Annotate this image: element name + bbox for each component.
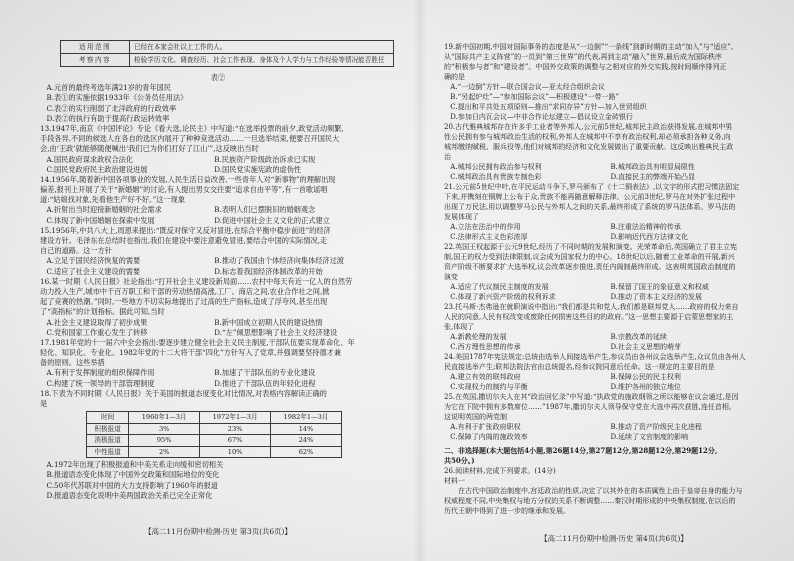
option-row bbox=[40, 267, 396, 277]
answer-option: A.新教伦理的发展 bbox=[450, 333, 507, 341]
data-table-cell: 3% bbox=[129, 423, 200, 435]
option-row bbox=[444, 92, 784, 102]
question-text-line: 偏差,报刊上开展了关于“新婚姻”的讨论,有人提出男女交往要“追求自由平等”,有一首歌谣唱 bbox=[40, 185, 328, 195]
option-row bbox=[40, 93, 396, 103]
question-text-line: 21.公元前5世纪中叶,在平民运动斗争下,罗马颁布了《十二铜表法》,以文字的形式把习惯法固定 bbox=[444, 183, 740, 191]
answer-option: C.50年代苏联对中国的大力支持影响了1960年的报道 bbox=[46, 480, 218, 490]
question-text-line: 自己的道路。这一方针 bbox=[40, 246, 112, 256]
option-row bbox=[40, 165, 396, 175]
option-row bbox=[444, 332, 784, 342]
answer-option: D.标志着我国经济体制改革的开始 bbox=[214, 266, 323, 276]
answer-option: B.推动了资产阶级民主化进程 bbox=[610, 423, 702, 431]
question-21 bbox=[444, 182, 784, 242]
question-text-line: 发展体现了 bbox=[444, 213, 479, 221]
question-text-line: 城邦缴纳赋税、服兵役等,他们对城邦的经济和文化发展做出了重要贡献。这反映出雅典民主政 bbox=[444, 143, 734, 151]
answer-option: C.构建了统一领导的干部管理制度 bbox=[46, 378, 155, 388]
page-footer-right: 【高二11月份期中检测·历史 第4页(共6页)】 bbox=[540, 534, 688, 543]
answer-option: A.元首的最终考选年满21岁的青年国民 bbox=[46, 83, 171, 93]
question-26 bbox=[444, 466, 784, 516]
option-row bbox=[444, 222, 784, 232]
question-text-line: 了“高指标”的计划指标。据此可知,当时 bbox=[40, 307, 165, 317]
question-text-line: 26.阅读材料,完成下列要求。(14分) bbox=[444, 467, 556, 475]
option-row bbox=[40, 205, 396, 215]
option-row bbox=[444, 282, 784, 292]
option-row bbox=[40, 328, 396, 338]
question-text-line: 民直接选举产生;联邦法院法官由总统提名,经参议院同意后任命。这一规定的主要目的是 bbox=[444, 363, 715, 371]
answer-option: A.有利于发挥制度的组织保障作用 bbox=[46, 368, 155, 378]
answer-option: D.促进中国社会主义文化的正式建立 bbox=[214, 215, 330, 225]
answer-option: D.社会主义思想的萌芽 bbox=[610, 343, 682, 351]
answer-option: A.城邦公民拥有政治参与权利 bbox=[450, 163, 542, 171]
data-table-cell: 14% bbox=[271, 423, 342, 435]
answer-option: B.新中国成立初期人民的建设热情 bbox=[214, 317, 323, 327]
option-row bbox=[444, 232, 784, 242]
answer-option: D.延续了文官制度的影响 bbox=[610, 433, 689, 441]
question-text-line: 轻化、知识化、专业化。1982年党的十二大将干部“四化”方针写入了党章,并强调要坚持德才兼 bbox=[40, 348, 342, 358]
answer-option: C.体现了新兴资产阶级的权利诉求 bbox=[450, 293, 556, 301]
right-questions bbox=[444, 42, 784, 516]
option-row bbox=[40, 256, 396, 266]
question-text-line: 14.1956年,随着新中国各项事业的发展,人民生活日益改善,一些青年人对“新事物”的理解出现 bbox=[40, 174, 336, 184]
answer-option: C.西方理性思想的传承 bbox=[450, 343, 521, 351]
option-row bbox=[40, 114, 396, 124]
option-row bbox=[40, 491, 396, 501]
question-text-line: 在古代中国政治制度中,宫廷政治的性质,决定了以其外在的本质属性上由于皇帝自身的能力与 bbox=[444, 487, 743, 495]
answer-option: D.参加日内瓦会议—中非合作论坛建立—倡议设立金砖银行 bbox=[450, 113, 633, 121]
answer-option: B.宗教改革的延续 bbox=[610, 333, 667, 341]
page-footer-left: 【高二11月份期中检测·历史 第3页(共6页)】 bbox=[144, 527, 292, 536]
question-text-line: 20.古代雅典城邦存在许多手工业者等外邦人,公元前5世纪,城邦民主政治获得发展,在城邦中男 bbox=[444, 123, 733, 131]
question-text-line: 制,国王的权力受到法律限制,议会成为国家权力的中心。18世纪以后,随着工业革命的开展,新兴 bbox=[444, 253, 735, 261]
qualification-label: 适用范围 bbox=[61, 41, 130, 54]
data-table-cell: 积极报道 bbox=[87, 423, 129, 435]
data-table-row bbox=[87, 435, 342, 447]
question-15 bbox=[40, 226, 396, 277]
right-page bbox=[444, 42, 784, 530]
question-19 bbox=[444, 42, 784, 122]
answer-option: B.保留了国王的象征意义和权威 bbox=[610, 283, 709, 291]
question-text-line: 道:“姑娘找对象,先看他生产好不好。”这一现象 bbox=[40, 195, 186, 205]
option-row bbox=[40, 216, 396, 226]
question-text-line: 17.1981年党的十一届六中全会指出:要逐步建立健全社会主义民主制度,干部队伍要实现革命化、年 bbox=[40, 337, 355, 347]
option-row bbox=[444, 82, 784, 92]
answer-option: D.报道语态变化说明中美两国政治关系已完全正常化 bbox=[46, 490, 213, 500]
option-row bbox=[444, 382, 784, 392]
answer-option: B.报道语态变化体现了中国外交政策和国际地位的变化 bbox=[46, 470, 220, 480]
question-25 bbox=[444, 392, 784, 442]
question-text-line: 动力投入生产,城市中千百万职工和干部的劳动热情高涨,工厂、商店之间,农业合作社之间,掀 bbox=[40, 286, 330, 296]
qualification-value: 检验学历文化、调查经历、社会工作表现、身体及个人学力与工作经验等情况能否胜任 bbox=[130, 54, 394, 67]
question-text-line: 23.托马斯·杰弗逊在就职演说中指出:“我们都是共和党人,我们都是联邦党人……政府的权力来自 bbox=[444, 303, 739, 311]
answer-option: A.立法在法治中的作用 bbox=[450, 223, 521, 231]
question-text-line: 起了竞赛的热潮。”同时,一些地方不切实际地提出了过高的生产指标,造成了浮夸风,甚至出现 bbox=[40, 297, 328, 307]
answer-option: D.表②的执行有助于提高行政运转效率 bbox=[46, 113, 170, 123]
option-row bbox=[40, 104, 396, 114]
data-table-cell: 2% bbox=[129, 446, 200, 458]
left-questions bbox=[40, 83, 396, 501]
question-text-line: 共50分。) bbox=[444, 456, 475, 465]
option-row bbox=[40, 83, 396, 93]
question-text-line: 资产阶级不断要求扩大选举权,议会改革逐步推进,责任内阁制最终形成。这表明英国政治制度的 bbox=[444, 263, 736, 271]
question-text-line: 19.新中国初期,中国对国际事务的态度是从“一边倒”“一条线”到新时期的主动“加入”与“适应”, bbox=[444, 43, 734, 51]
answer-option: B.注重法治精神的传承 bbox=[610, 223, 681, 231]
answer-option: B.民族资产阶级政治诉求已实现 bbox=[214, 154, 316, 164]
question-text-line: 22.英国王权起源于公元9世纪,经历了不同时期的发展和演变。光荣革命后,英国确立了君主立宪 bbox=[444, 243, 738, 251]
question-text-line: 是 bbox=[40, 399, 48, 408]
question-text-line: 人民的同意,人民有权改变或废除任何损害这些目的的政府。”这一思想主要源于启蒙思想家的主 bbox=[444, 313, 734, 321]
option-row bbox=[444, 432, 784, 442]
option-row bbox=[444, 162, 784, 172]
answer-option: C.国民党政府民主政治建设进展 bbox=[46, 164, 148, 174]
question-text-line: 为它在下院中拥有多数席位……”1987年,撒切尔夫人领导保守党在大选中再次获胜,连任首相。 bbox=[444, 403, 736, 411]
answer-option: C.党和国家工作重心发生了转移 bbox=[46, 327, 148, 337]
question-text-line: 出现了万民法,用以调整罗马公民与外邦人之间的关系,最终形成了系统的罗马法体系。罗马法的 bbox=[444, 203, 736, 211]
option-row bbox=[444, 422, 784, 432]
option-row bbox=[444, 292, 784, 302]
question-24 bbox=[444, 352, 784, 392]
data-table-cell: 24% bbox=[271, 435, 342, 447]
question-text-line: 这说明英国的两党制 bbox=[444, 413, 507, 421]
answer-option: C.提出和平共处五项原则—推出“求同存异”方针—加入世贸组织 bbox=[450, 103, 647, 111]
question-text-line: 备的原则。这些举措 bbox=[40, 358, 105, 368]
option-row bbox=[444, 112, 784, 122]
question-text-line: 16.某一时期《人民日报》社论指出:“打开社会主义建设新局面……农村中每天有近一亿人的自然劳 bbox=[40, 276, 353, 286]
left-page bbox=[40, 40, 396, 524]
data-table-cell: 23% bbox=[200, 423, 271, 435]
answer-option: C.法律形式主义色彩浓厚 bbox=[450, 233, 528, 241]
data-table-header-row bbox=[87, 412, 342, 424]
question-text-line: 13.1947年,南京《中国评论》专论《看大选,论民主》中写道:“在选举投票的前夕,政党活动频繁, bbox=[40, 123, 344, 133]
answer-option: D.推进了干部队伍的年轻化进程 bbox=[214, 378, 316, 388]
answer-option: D.推动了资本主义经济的发展 bbox=[610, 293, 703, 301]
option-row bbox=[444, 172, 784, 182]
question-text-line: 从“国际共产主义阵营”的一员到“第三世界”的代表,再到主动“融入”世界,最后成为国际秩序 bbox=[444, 53, 722, 61]
question-text-line: 性公民拥有参与城邦政治生活的权利,外邦人在城邦中不享有政治权利,却必须承担各种义务,向 bbox=[444, 133, 731, 141]
answer-option: B.保障公民的民主权利 bbox=[610, 373, 681, 381]
question-text-line: 历代王朝中得到了进一步的继承和发展。 bbox=[444, 507, 570, 515]
answer-option: C.城邦政治具有贵族专制色彩 bbox=[450, 173, 542, 181]
qualification-label: 考察内容 bbox=[61, 54, 130, 67]
answer-option: B.加速了干部队伍的专业化建设 bbox=[214, 368, 316, 378]
question-text-line: 下来,并镌刻在铜牌上公布于众,贵族不能再随意解释法律。公元前3世纪,罗马在对外扩张过程中 bbox=[444, 193, 736, 201]
question-text-line: 手段各异,不同的候选人在各自的选区内展开了种种竞选活动……一旦选举结束,便要召开国民大 bbox=[40, 134, 340, 144]
answer-option: B.表明人们已摆脱旧的婚姻观念 bbox=[214, 205, 316, 215]
option-row bbox=[40, 470, 396, 480]
question-text-line: 建设方针。毛泽东在总结时也指出,我们在建设中要注意避免冒进,要结合中国的实际情况,走 bbox=[40, 236, 328, 245]
data-table-row bbox=[87, 446, 342, 458]
question-text-line: 24.美国1787年宪法规定:总统由选举人间接选举产生,参议员由各州议会选举产生,众议员由各州人 bbox=[444, 353, 746, 361]
question-text-line: 张,体现了 bbox=[444, 323, 475, 331]
data-table-cell: 消极报道 bbox=[87, 435, 129, 447]
option-row bbox=[40, 155, 396, 165]
answer-option: C.表②的实行削弱了北洋政府的行政效率 bbox=[46, 103, 177, 113]
question-text-line: 18.下表为不同时期《人民日报》关于美国的报道态度变化对比情况,对表格内容解读正确的 bbox=[40, 388, 327, 398]
answer-option: A.建立有效的联邦政府 bbox=[450, 373, 521, 381]
question-text-line: 权威程度不同,中央集权与地方分权的关系不断调整……秦汉时期形成的中央集权制度,在以后的 bbox=[444, 497, 736, 505]
answer-option: D.国民党实施宪政的虚伪性 bbox=[214, 164, 302, 174]
question-text-line: 演变 bbox=[444, 273, 458, 281]
answer-option: A.立足于国民经济恢复的需要 bbox=[46, 256, 141, 266]
answer-option: B.“另起炉灶”—“参加国际会议”—积极建设“一带一路” bbox=[450, 93, 620, 101]
answer-option: B.推动了我国由个体经济向集体经济过渡 bbox=[214, 256, 344, 266]
option-row bbox=[40, 318, 396, 328]
data-table-cell: 1960年1—3月 bbox=[129, 412, 200, 424]
data-table-cell: 95% bbox=[129, 435, 200, 447]
answer-option: C.保障了内阁的施政效率 bbox=[450, 433, 528, 441]
question-text-line: 15.1956年,中共八大上,周恩来提出:“既反对保守又反对冒进,在综合平衡中稳步前进”的经济 bbox=[40, 225, 331, 235]
question-text-line: 二、非选择题(本大题包括4小题,第26题14分,第27题12分,第28题12分,第29题12分, bbox=[444, 446, 718, 455]
question-text-line: 治 bbox=[444, 153, 451, 161]
answer-option: A.社会主义建设取得了初步成果 bbox=[46, 317, 148, 327]
page-gutter bbox=[413, 0, 427, 561]
answer-option: A.适应了代议制民主制度的发展 bbox=[450, 283, 549, 291]
data-table bbox=[86, 411, 342, 458]
answer-option: C.适应了社会主义建设的需要 bbox=[46, 266, 141, 276]
question-23 bbox=[444, 302, 784, 352]
answer-option: A.有利于扩张政府职权 bbox=[450, 423, 521, 431]
qualification-row bbox=[61, 41, 394, 54]
answer-option: D.维护各州的独立地位 bbox=[610, 383, 682, 391]
answer-option: C.实现权力的制约与平衡 bbox=[450, 383, 528, 391]
answer-option: B.城邦政治具有明显局限性 bbox=[610, 163, 695, 171]
answer-option: A.折射出当时迎接新婚姻的社会需求 bbox=[46, 205, 162, 215]
qualification-table bbox=[60, 40, 394, 67]
question-text-line: 确的是 bbox=[444, 73, 465, 81]
question-18 bbox=[40, 389, 396, 501]
question-17 bbox=[40, 338, 396, 389]
data-table-cell: 1982年1—3月 bbox=[271, 412, 342, 424]
answer-option: D.直接民主的弊端开始凸显 bbox=[610, 173, 696, 181]
answer-option: D.“左”倾思想影响了社会主义经济建设 bbox=[214, 327, 338, 337]
data-table-cell: 时间 bbox=[87, 412, 129, 424]
data-table-cell: 10% bbox=[200, 446, 271, 458]
question-14 bbox=[40, 175, 396, 226]
option-row bbox=[40, 481, 396, 491]
data-table-cell: 1972年1—3月 bbox=[200, 412, 271, 424]
qualification-value: 已经在本家会社以上工作的人。 bbox=[130, 41, 394, 54]
answer-option: C.体现了新中国婚姻在探索中发展 bbox=[46, 215, 155, 225]
qualification-row bbox=[61, 54, 394, 67]
question-text-line: 材料一 bbox=[444, 477, 465, 485]
option-row bbox=[40, 460, 396, 470]
option-row bbox=[444, 102, 784, 112]
option-row bbox=[444, 342, 784, 352]
data-table-cell: 中性报道 bbox=[87, 446, 129, 458]
option-row bbox=[444, 372, 784, 382]
data-table-cell: 62% bbox=[271, 446, 342, 458]
question-12-options bbox=[40, 83, 396, 124]
question-22 bbox=[444, 242, 784, 302]
option-row bbox=[40, 368, 396, 378]
answer-option: A.国民政府谋求政权合法化 bbox=[46, 154, 134, 164]
section-heading bbox=[444, 446, 784, 466]
table-caption: 表② bbox=[210, 73, 226, 82]
answer-option: A.1972年出现了积极报道和中美关系走向缓和密切相关 bbox=[46, 460, 224, 470]
data-table-cell: 67% bbox=[200, 435, 271, 447]
answer-option: A.“一边倒”方针—联合国会议—亚太经合组织会议 bbox=[450, 83, 605, 91]
question-text-line: 的“积极参与者”和“建设者”。中国外交政策的调整与之相对应的外交实践,按时间顺序排列正 bbox=[444, 63, 727, 71]
option-row bbox=[40, 379, 396, 389]
question-text-line: 会,由‘王政’就能够随便喊出‘我们已为你们打好了江山’”,这反映出当时 bbox=[40, 144, 259, 154]
question-text-line: 25.在英国,撒切尔夫人在其“政治回忆录”中写道:“执政党的施政纲领之所以能够在议会通过,是因 bbox=[444, 393, 739, 401]
question-20 bbox=[444, 122, 784, 182]
question-16 bbox=[40, 277, 396, 338]
question-13 bbox=[40, 124, 396, 175]
answer-option: B.表①的实施依据1933年《公务员任用法》 bbox=[46, 93, 188, 103]
data-table-row bbox=[87, 423, 342, 435]
answer-option: D.影响近代西方法律文化 bbox=[610, 233, 689, 241]
